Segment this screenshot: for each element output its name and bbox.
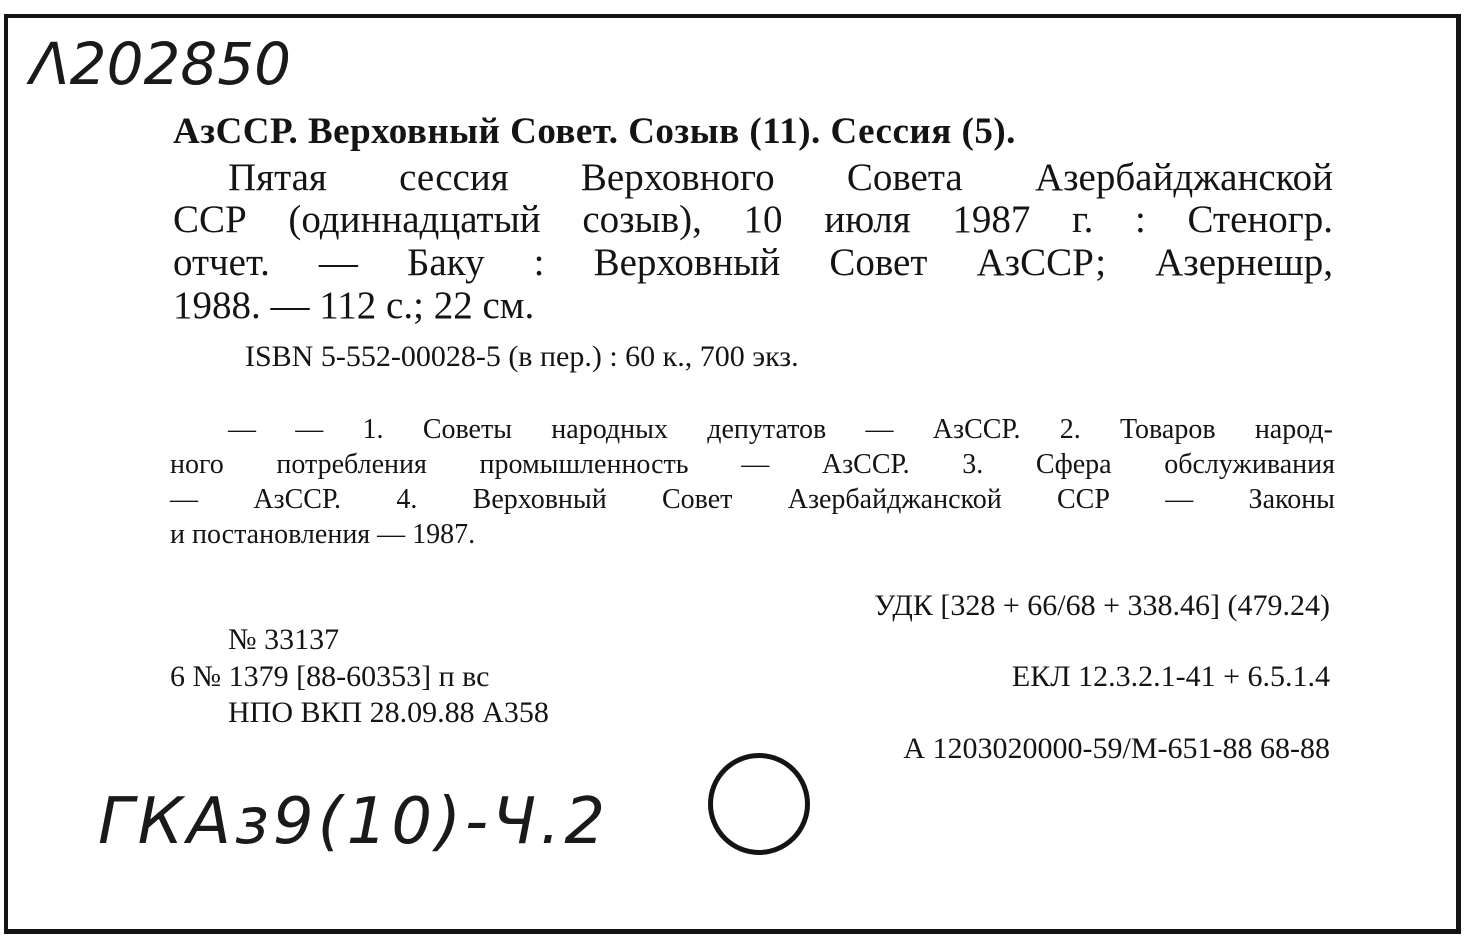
- isbn-line: ISBN 5-552-00028-5 (в пер.) : 60 к., 700 экз.: [245, 340, 799, 373]
- handwritten-shelfmark: ГКАз9(10)-Ч.2: [98, 785, 610, 859]
- index-code-line: А 1203020000-59/М-651-88 68-88: [903, 732, 1330, 765]
- handwritten-number: Λ202850: [30, 30, 292, 98]
- description-line-2: ССР (одиннадцатый созыв), 10 июля 1987 г. : Стеногр.: [173, 198, 1333, 241]
- stamp-circle: [708, 753, 810, 855]
- subjects-line-4: и постановления — 1987.: [170, 519, 476, 550]
- record-number: № 33137: [228, 623, 340, 656]
- description-line-1: Пятая сессия Верховного Совета Азербайджанской: [228, 156, 1333, 199]
- description-line-4: 1988. — 112 с.; 22 см.: [173, 284, 535, 327]
- description-line-3: отчет. — Баку : Верховный Совет АзССР; Азернешр,: [173, 241, 1333, 284]
- subjects-line-1: — — 1. Советы народных депутатов — АзССР. 2. Товаров народ-: [228, 414, 1333, 445]
- npo-line: НПО ВКП 28.09.88 А358: [228, 696, 549, 729]
- udk-line: УДК [328 + 66/68 + 338.46] (479.24): [874, 589, 1330, 622]
- ekl-line: ЕКЛ 12.3.2.1-41 + 6.5.1.4: [1011, 660, 1330, 693]
- card-heading: АзССР. Верховный Совет. Созыв (11). Сессия (5).: [173, 111, 1016, 152]
- subjects-line-3: — АзССР. 4. Верховный Совет Азербайджанской ССР — Законы: [170, 484, 1335, 515]
- subjects-line-2: ного потребления промышленность — АзССР. 3. Сфера обслуживания: [170, 449, 1335, 480]
- order-line: 6 № 1379 [88-60353] п вс: [170, 660, 490, 693]
